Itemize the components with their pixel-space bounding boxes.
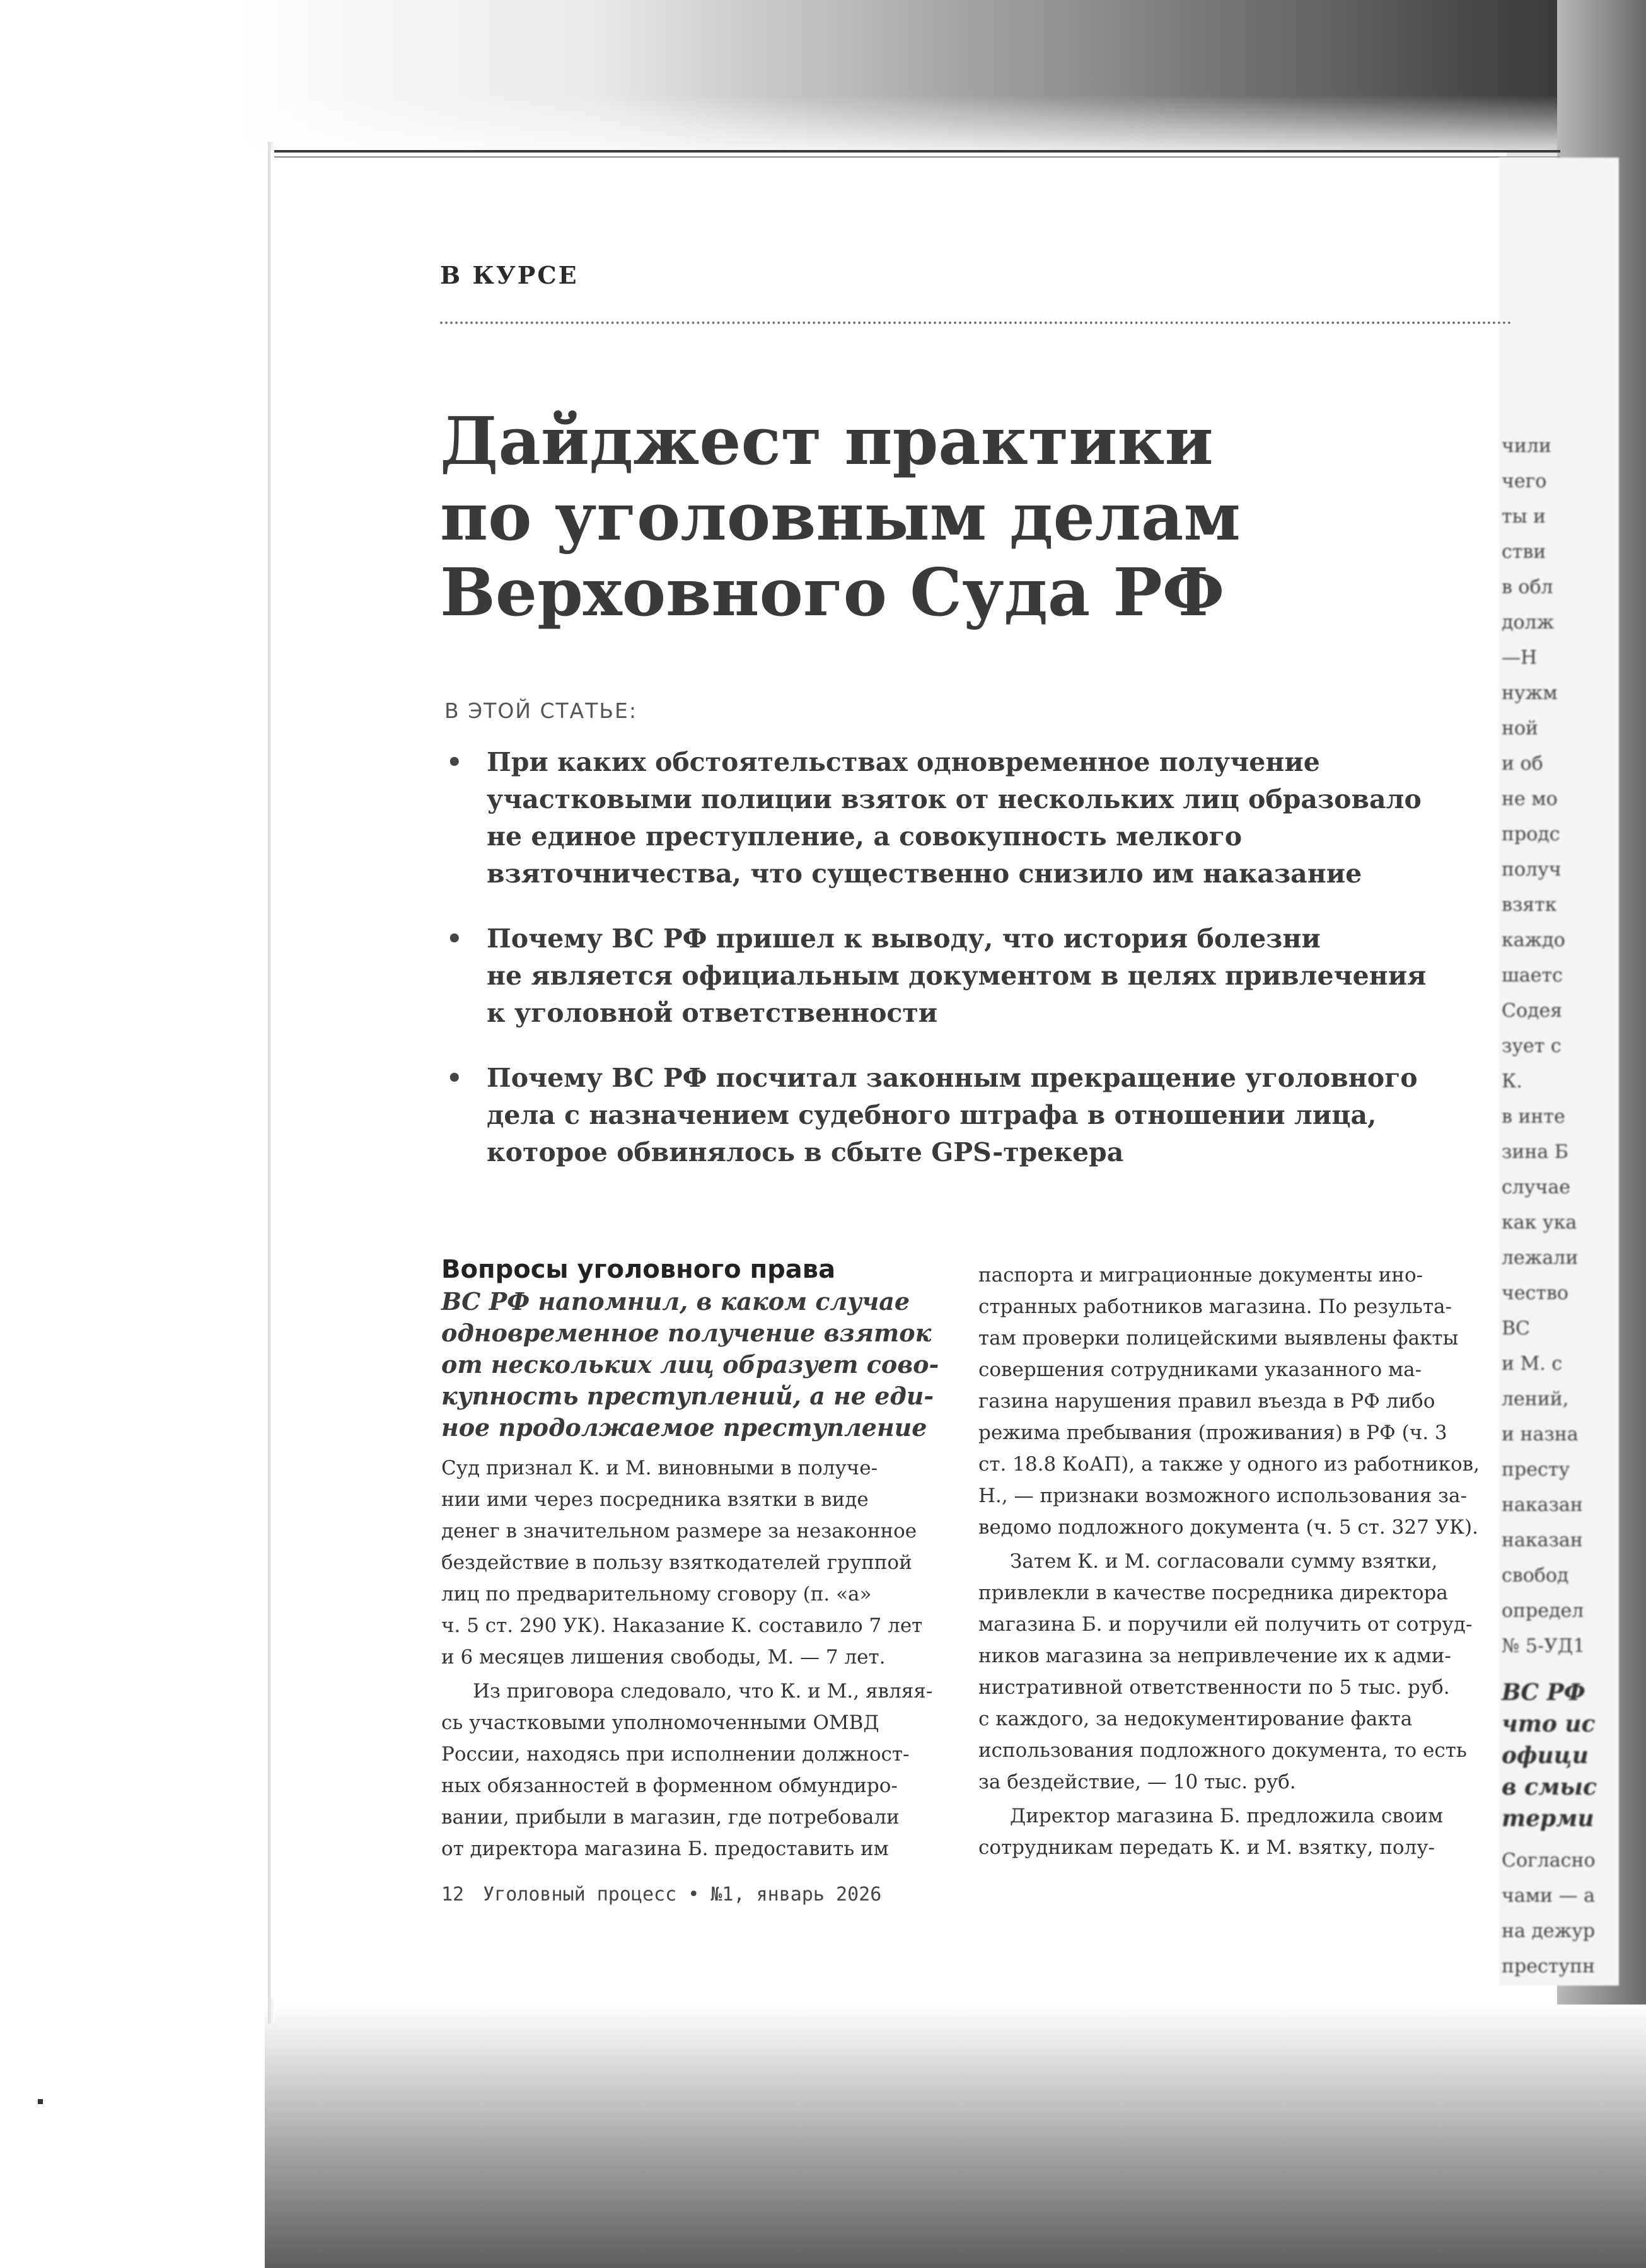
text-line: Н., — признаки возможного использования за- <box>978 1484 1467 1507</box>
text-line: режима пребывания (проживания) в РФ (ч. 3 <box>978 1421 1447 1444</box>
next-page-line: и М. с <box>1502 1353 1563 1375</box>
next-page-line: в смыс <box>1502 1774 1597 1800</box>
summary-line: Почему ВС РФ посчитал законным прекращение уголовного <box>487 1063 1418 1093</box>
text-line: привлекли в качестве посредника директора <box>978 1582 1448 1604</box>
text-line: от директора магазина Б. предоставить им <box>441 1837 889 1860</box>
next-page-line: Содея <box>1502 1000 1563 1022</box>
text-line: денег в значительном размере за незаконное <box>441 1520 917 1542</box>
text-line: использования подложного документа, то есть <box>978 1739 1467 1762</box>
next-page-line: наказан <box>1502 1529 1583 1551</box>
text-line: нии ими через посредника взятки в виде <box>441 1488 869 1511</box>
text-line: и 6 месяцев лишения свободы, М. — 7 лет. <box>441 1646 886 1669</box>
next-page-line: лений, <box>1502 1388 1569 1410</box>
title-line: Верховного Суда РФ <box>440 553 1225 631</box>
next-page-line: чили <box>1502 435 1551 457</box>
next-page-line: стви <box>1502 541 1546 563</box>
next-page-line: на дежур <box>1502 1920 1596 1942</box>
bullet-icon: • <box>446 1063 463 1093</box>
next-page-line: не мо <box>1502 788 1558 810</box>
lead-line: ное продолжаемое преступление <box>441 1413 927 1442</box>
subsection-heading: Вопросы уголовного права <box>441 1255 836 1284</box>
lead-line: купность преступлений, а не еди- <box>441 1382 934 1410</box>
next-page-line: чего <box>1502 470 1547 492</box>
summary-item <box>441 744 1463 893</box>
next-page-line: преступн <box>1502 1955 1595 1977</box>
next-page-line: Согласно <box>1502 1849 1596 1872</box>
next-page-line: офици <box>1502 1742 1589 1769</box>
journal-info: Уголовный процесс • №1, январь 2026 <box>483 1883 882 1906</box>
summary-item <box>441 1060 1463 1171</box>
next-page-line: в инте <box>1502 1106 1565 1128</box>
right-column <box>978 1259 1483 1863</box>
lead-line: одновременное получение взяток <box>441 1319 932 1347</box>
section-label: В КУРСЕ <box>440 261 579 289</box>
text-line: Суд признал К. и М. виновными в получе- <box>441 1457 878 1479</box>
next-page-line: наказан <box>1502 1494 1583 1516</box>
scan-shadow-bottom <box>265 2005 1646 2268</box>
summary-line: При каких обстоятельствах одновременное получение <box>487 747 1320 777</box>
text-line: сотрудникам передать К. и М. взятку, полу- <box>978 1836 1435 1859</box>
next-page-line: зина Б <box>1502 1141 1568 1163</box>
next-page-line: нужм <box>1502 682 1558 704</box>
text-line: с каждого, за недокументирование факта <box>978 1708 1413 1730</box>
next-page-line: № 5-УД1 <box>1502 1635 1585 1657</box>
text-line: Директор магазина Б. предложила своим <box>1010 1805 1444 1827</box>
text-line: ников магазина за непривлечение их к адми- <box>978 1645 1451 1667</box>
next-page-line: каждо <box>1502 929 1565 951</box>
text-line: ст. 18.8 КоАП), а также у одного из работников, <box>978 1453 1480 1476</box>
lead-line: ВС РФ напомнил, в каком случае <box>441 1287 910 1316</box>
text-line: вании, прибыли в магазин, где потребовали <box>441 1806 900 1829</box>
title-line: Дайджест практики <box>440 402 1214 480</box>
article-title <box>440 403 1386 630</box>
text-line: Затем К. и М. согласовали сумму взятки, <box>1010 1550 1438 1573</box>
next-page-line: и назна <box>1502 1423 1579 1445</box>
next-page-line: зует с <box>1502 1035 1562 1057</box>
next-page-line: терми <box>1502 1805 1594 1832</box>
summary-line: не единое преступление, а совокупность мелкого <box>487 821 1243 852</box>
text-line: ведомо подложного документа (ч. 5 ст. 327 УК). <box>978 1516 1478 1539</box>
next-page-line: чество <box>1502 1282 1568 1304</box>
summary-line: к уголовной ответственности <box>487 998 938 1028</box>
page-top-rule <box>274 150 1560 153</box>
next-page-line: как ука <box>1502 1212 1577 1234</box>
bullet-icon: • <box>446 924 463 954</box>
next-page-line: определ <box>1502 1600 1584 1622</box>
summary-line: дела с назначением судебного штрафа в отношении лица, <box>487 1100 1377 1130</box>
text-line: лиц по предварительному сговору (п. «а» <box>441 1583 872 1606</box>
next-page-strip <box>1499 158 1619 1986</box>
summary-line: которое обвинялось в сбыте GPS-трекера <box>487 1137 1124 1167</box>
next-page-line: престу <box>1502 1459 1570 1481</box>
summary-line: участковыми полиции взяток от нескольких лиц образовало <box>487 784 1422 814</box>
summary-line: Почему ВС РФ пришел к выводу, что история болезни <box>487 923 1321 954</box>
next-page-line: ВС <box>1502 1317 1530 1339</box>
text-line: там проверки полицейскими выявлены факты <box>978 1327 1459 1350</box>
text-line: ных обязанностей в форменном обмундиро- <box>441 1774 898 1797</box>
text-line: России, находясь при исполнении должност- <box>441 1743 910 1766</box>
next-page-line: лежали <box>1502 1247 1579 1269</box>
next-page-line: ВС РФ <box>1502 1679 1585 1706</box>
text-line: ч. 5 ст. 290 УК). Наказание К. составило 7 лет <box>441 1614 923 1637</box>
paragraph <box>441 1452 946 1673</box>
paragraph <box>978 1546 1483 1798</box>
next-page-line: взятк <box>1502 894 1557 916</box>
intro-label: В ЭТОЙ СТАТЬЕ: <box>444 698 638 723</box>
page-number: 12 <box>441 1883 465 1906</box>
text-line: нистративной ответственности по 5 тыс. руб. <box>978 1676 1450 1699</box>
page-top-rule-thin <box>274 156 1560 158</box>
bullet-icon: • <box>446 748 463 777</box>
next-page-line: шаетс <box>1502 964 1563 986</box>
next-page-line: К. <box>1502 1070 1522 1092</box>
next-page-line: продс <box>1502 823 1560 845</box>
next-page-line: получ <box>1502 859 1562 881</box>
text-line: паспорта и миграционные документы ино- <box>978 1264 1423 1287</box>
next-page-line: —Н <box>1502 647 1538 669</box>
summary-line: не является официальным документом в целях привлечения <box>487 961 1427 991</box>
text-line: бездействие в пользу взяткодателей группой <box>441 1551 912 1574</box>
next-page-line: свобод <box>1502 1565 1569 1587</box>
next-page-line: ной <box>1502 717 1539 739</box>
paragraph <box>441 1675 946 1865</box>
text-line: Из приговора следовало, что К. и М., являя- <box>473 1680 933 1703</box>
next-page-line: в обл <box>1502 576 1553 598</box>
paragraph <box>978 1800 1483 1863</box>
text-line: газина нарушения правил въезда в РФ либо <box>978 1390 1435 1413</box>
dotted-separator <box>440 321 1512 324</box>
next-page-line: ты и <box>1502 506 1546 528</box>
next-page-line: случае <box>1502 1176 1570 1198</box>
text-line: магазина Б. и поручили ей получить от сотруд- <box>978 1613 1473 1636</box>
scan-speck <box>38 2099 43 2104</box>
title-line: по уголовным делам <box>440 478 1241 555</box>
next-page-line: и об <box>1502 753 1543 775</box>
next-page-line: чами — а <box>1502 1885 1596 1907</box>
text-line: совершения сотрудниками указанного ма- <box>978 1358 1422 1381</box>
lead-line: от нескольких лиц образует сово- <box>441 1350 939 1379</box>
next-page-line: что ис <box>1502 1711 1596 1737</box>
next-page-line: долж <box>1502 611 1555 634</box>
paragraph <box>978 1259 1483 1543</box>
text-line: сь участковыми уполномоченными ОМВД <box>441 1711 879 1734</box>
summary-item <box>441 920 1463 1032</box>
summary-list <box>441 744 1463 1199</box>
subsection-lead <box>441 1286 946 1444</box>
left-column <box>441 1254 946 1865</box>
text-line: странных работников магазина. По результа- <box>978 1295 1452 1318</box>
text-line: за бездействие, — 10 тыс. руб. <box>978 1771 1296 1793</box>
page-footer <box>441 1883 881 1906</box>
summary-line: взяточничества, что существенно снизило им наказание <box>487 859 1362 889</box>
